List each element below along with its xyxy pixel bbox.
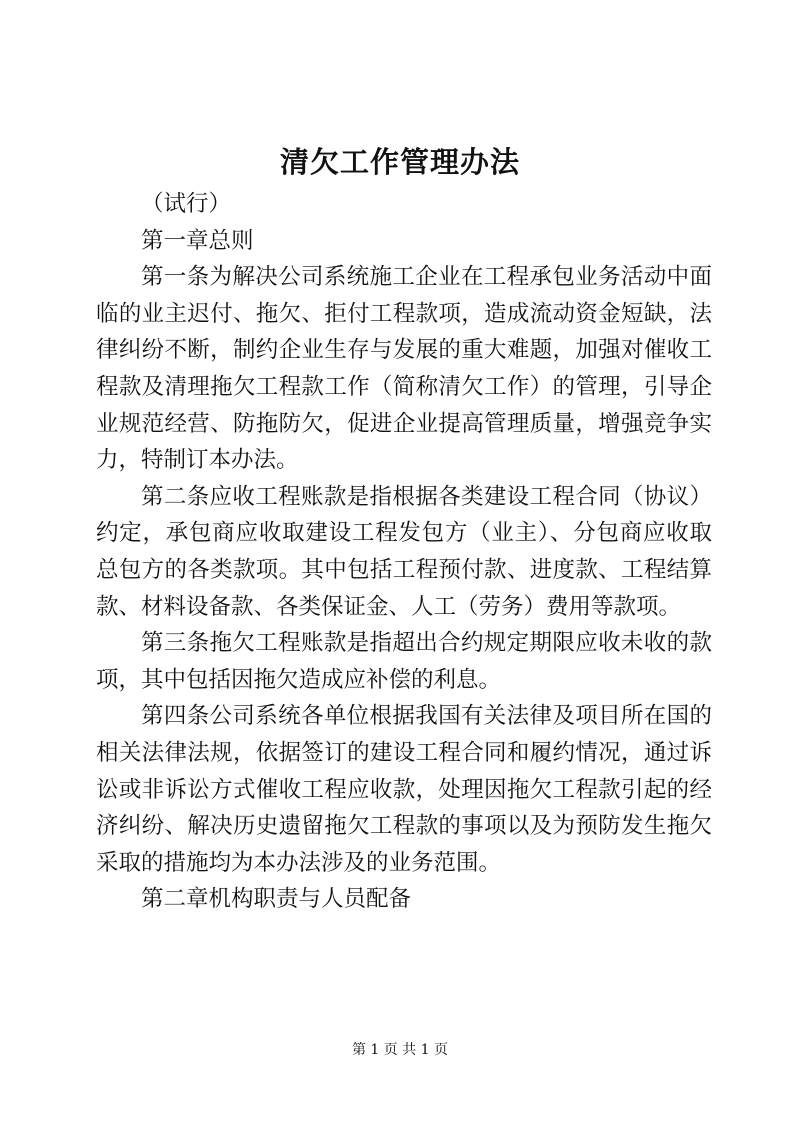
document-body — [96, 186, 712, 918]
paragraph-chapter-2-heading: 第二章机构职责与人员配备 — [141, 886, 412, 913]
paragraph-chapter-1-heading: 第一章总则 — [141, 227, 254, 254]
paragraph-article-4: 第四条公司系统各单位根据我国有关法律及项目所在国的相关法律法规，依据签订的建设工程合同和履约情况，通过诉讼或非诉讼方式催收工程应收款，处理因拖欠工程款引起的经济纠纷、解决历史遗留拖欠工程款的事项以及为预防发生拖欠采取的措施均为本办法涉及的业务范围。 — [96, 703, 712, 876]
page-footer: 第 1 页 共 1 页 — [351, 1042, 449, 1058]
paragraph-subtitle: （试行） — [141, 191, 232, 217]
paragraph-article-2: 第二条应收工程账款是指根据各类建设工程合同（协议）约定，承包商应收取建设工程发包方（业主）、分包商应收取总包方的各类款项。其中包括工程预付款、进度款、工程结算款、材料设备款、各类保证金、人工（劳务）费用等款项。 — [96, 483, 712, 620]
paragraph-article-1: 第一条为解决公司系统施工企业在工程承包业务活动中面临的业主迟付、拖欠、拒付工程款项，造成流动资金短缺，法律纠纷不断，制约企业生存与发展的重大难题，加强对催收工程款及清理拖欠工程款工作（简称清欠工作）的管理，引导企业规范经营、防拖防欠，促进企业提高管理质量，增强竞争实力，特制订本办法。 — [96, 264, 712, 474]
document-title: 清欠工作管理办法 — [279, 145, 520, 179]
paragraph-article-3: 第三条拖欠工程账款是指超出合约规定期限应收未收的款项，其中包括因拖欠造成应补偿的利息。 — [96, 630, 712, 693]
